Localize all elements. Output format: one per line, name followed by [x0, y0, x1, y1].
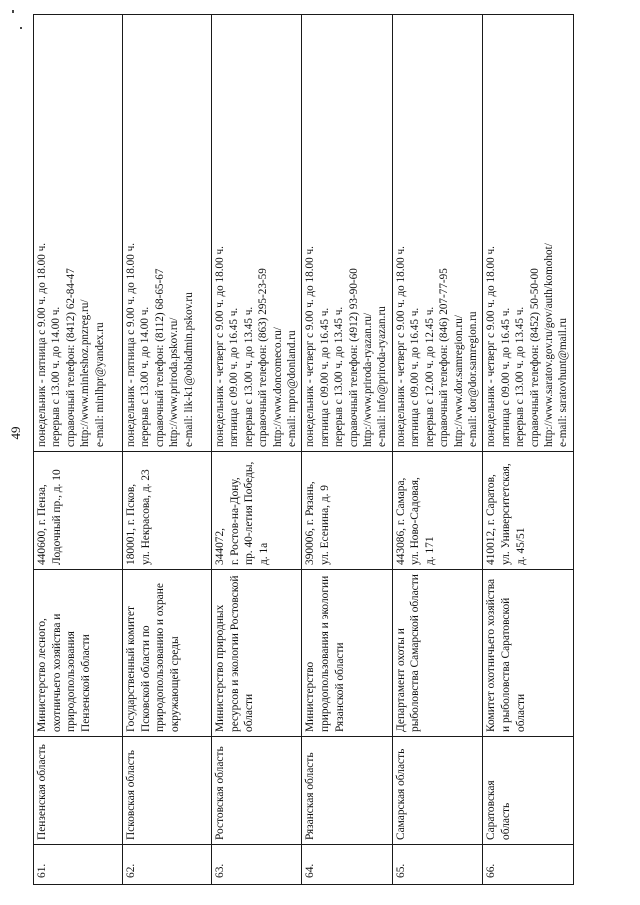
- authority-name: Министерство лесного, охотничьего хозяйства и природопользования Пензенской области: [34, 570, 123, 737]
- contact-line: понедельник - четверг с 9.00 ч. до 18.00 ч.: [485, 246, 498, 447]
- contact-line: пятница с 09.00 ч. до 16.45 ч.: [228, 307, 241, 447]
- authority-name: Департамент охоты и рыболовства Самарской области: [392, 570, 482, 737]
- contact-line: справочный телефон: (846) 207-77-95: [438, 268, 451, 447]
- table-row: [483, 15, 573, 885]
- authority-address: [483, 452, 573, 570]
- authority-address: [392, 452, 482, 570]
- address-line: д. 171: [424, 536, 437, 565]
- authority-name: Министерство природных ресурсов и экологии Ростовской области: [212, 570, 302, 737]
- address-line: 180001, г. Псков,: [125, 483, 137, 565]
- row-number: 63.: [212, 845, 302, 885]
- address-line: ул. Есенина, д. 9: [319, 484, 332, 565]
- contact-line: перерыв с 13.00 ч. до 13.45 ч.: [333, 306, 346, 447]
- address-line: Лодочный пр., д. 10: [50, 469, 63, 565]
- region-name: Псковская область: [123, 737, 212, 845]
- contact-line: понедельник - пятница с 9.00 ч. до 18.00 ч.: [125, 242, 137, 447]
- contact-line: e-mail: minlhpr@yandex.ru: [93, 322, 106, 447]
- address-line: 443086, г. Самара,: [394, 477, 407, 565]
- contact-line: e-mail: lik-k1@obladmin.pskov.ru: [182, 292, 195, 447]
- contact-line: перерыв с 13.00 ч. до 13.45 ч.: [514, 306, 527, 447]
- region-name: Саратовская область: [483, 737, 573, 845]
- address-line: 440600, г. Пенза,: [36, 484, 48, 565]
- table-row: [392, 15, 482, 885]
- contact-line: перерыв с 12.00 ч. до 12.45 ч.: [423, 306, 436, 447]
- authority-contacts: [302, 15, 392, 452]
- contact-line: e-mail: info@priroda-ryazan.ru: [376, 306, 389, 447]
- authority-contacts: [392, 15, 482, 452]
- authorities-table: [33, 14, 574, 885]
- table-row: [212, 15, 302, 885]
- table-row: [34, 15, 123, 885]
- authority-name: Комитет охотничьего хозяйства и рыболовства Саратовской области: [483, 570, 573, 737]
- row-number: 65.: [392, 845, 482, 885]
- authority-contacts: [212, 15, 302, 452]
- table-row: [302, 15, 392, 885]
- authority-name: Государственный комитет Псковской области по природопользованию и охране окружающей среды: [123, 570, 212, 737]
- region-name: Ростовская область: [212, 737, 302, 845]
- contact-line: справочный телефон: (8112) 68-65-67: [153, 268, 166, 447]
- contact-line: пятница с 09.00 ч. до 16.45 ч.: [499, 307, 512, 447]
- contact-line: e-mail: mpro@donland.ru: [286, 330, 299, 447]
- contact-line: http://www.doncomeco.ru/: [271, 327, 284, 447]
- table-body: [34, 15, 574, 885]
- contact-line: справочный телефон: (8412) 62-84-47: [64, 268, 77, 447]
- region-name: Пензенская область: [34, 737, 123, 845]
- contact-line: справочный телефон: (8452) 50-50-00: [528, 268, 541, 447]
- authority-contacts: [123, 15, 212, 452]
- row-number: 66.: [483, 845, 573, 885]
- contact-line: http://www.saratov.gov.ru/gov/auth/komohot/: [542, 243, 555, 447]
- contact-line: http://www.dor.samregion.ru/: [452, 315, 465, 447]
- row-number: 61.: [34, 845, 123, 885]
- contact-line: пятница с 09.00 ч. до 16.45 ч.: [318, 307, 331, 447]
- contact-line: перерыв с 13.00 ч. до 14.00 ч.: [139, 306, 152, 447]
- authority-contacts: [34, 15, 123, 452]
- contact-line: понедельник - четверг с 9.00 ч. до 18.00 ч.: [214, 246, 226, 447]
- contact-line: справочный телефон: (863) 295-23-59: [257, 268, 270, 447]
- contact-line: пятница с 09.00 ч. до 16.45 ч.: [409, 307, 422, 447]
- address-line: д. 45/51: [514, 527, 527, 565]
- contact-line: справочный телефон: (4912) 93-90-60: [347, 268, 360, 447]
- contact-line: перерыв с 13.00 ч. до 14.00 ч.: [50, 306, 63, 447]
- contact-line: e-mail: dor@dor.samregion.ru: [466, 311, 479, 447]
- table-row: [123, 15, 212, 885]
- authority-address: [123, 452, 212, 570]
- address-line: пр. 40-летия Победы,: [243, 461, 256, 565]
- authority-name: Министерство природопользования и экологии Рязанской области: [302, 570, 392, 737]
- authority-address: [34, 452, 123, 570]
- contact-line: http://www.minleshoz.pnzreg.ru/: [79, 299, 92, 447]
- contact-line: e-mail: saratovhunt@mail.ru: [557, 318, 570, 447]
- address-line: ул. Университетская,: [499, 463, 512, 565]
- authority-contacts: [483, 15, 573, 452]
- region-name: Самарская область: [392, 737, 482, 845]
- address-line: г. Ростов-на-Дону,: [228, 477, 241, 565]
- contact-line: перерыв с 13.00 ч. до 13.45 ч.: [242, 306, 255, 447]
- row-number: 62.: [123, 845, 212, 885]
- contact-line: понедельник - четверг с 9.00 ч. до 18.00 ч.: [394, 246, 407, 447]
- address-line: 344072,: [214, 527, 226, 565]
- contact-line: http://www.priroda-ryazan.ru/: [362, 312, 375, 447]
- region-name: Рязанская область: [302, 737, 392, 845]
- address-line: 390006, г. Рязань,: [304, 481, 317, 565]
- authority-address: [302, 452, 392, 570]
- contact-line: понедельник - пятница с 9.00 ч. до 18.00 ч.: [36, 242, 48, 447]
- address-line: 410012, г. Саратов,: [485, 474, 498, 565]
- authority-address: [212, 452, 302, 570]
- contact-line: понедельник - четверг с 9.00 ч. до 18.00 ч.: [304, 246, 317, 447]
- contact-line: http://www.priroda.pskov.ru/: [168, 317, 181, 447]
- address-line: д. 1а: [257, 542, 270, 565]
- row-number: 64.: [302, 845, 392, 885]
- page-number: 49: [8, 426, 23, 440]
- address-line: ул. Некрасова, д. 23: [139, 469, 152, 565]
- address-line: ул. Ново-Садовая,: [409, 477, 422, 565]
